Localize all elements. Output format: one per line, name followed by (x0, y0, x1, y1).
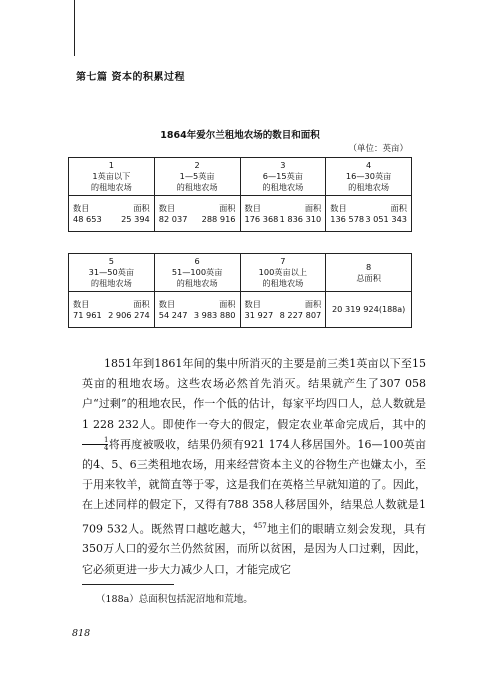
farm-table-part1 (68, 157, 412, 232)
footnote-marker: (188a) (378, 305, 406, 314)
body-paragraph: 1851年到1861年间的集中所消灭的主要是前三类1英亩以下至15英亩的租地农场。这些农场必然首先消灭。结果就产生了307 058户“过剩”的租地农民，作一个低的估计，每家平均四口人，总人数就是1 228 232人。即使作一夸大的假定，假定农业革命完成后，其中的 $\frac{1}{4}$ 将再度被吸收，结果仍须有921 174人移居国外。16—100英亩的4、5、6三类租地农场，用来经营资本主义的谷物生产也嫌太小，至于用来牧羊，就简直等于零，这是我们在英格兰早就知道的了。因此，在上述同样的假定下，又得有788 358人移居国外，结果总人数就是1 709 532人。既然胃口越吃越大，$^{457}$地主们的眼睛立刻会发现，具有350万人口的爱尔兰仍然贫困，而所以贫困，是因为人口过剩，因此，它必须更进一步大力减少人口，才能完成它 (82, 357, 426, 576)
footnote: （188a）总面积包括泥沼地和荒地。 (96, 594, 253, 605)
table-header-cell: 8 总面积 (326, 254, 412, 292)
running-header: 第七篇 资本的积累过程 (76, 72, 185, 83)
table-header-cell: 5 31—50英亩 的租地农场 (69, 254, 155, 292)
table-title: 1864年爱尔兰租地农场的数目和面积 (160, 130, 320, 141)
table-header-cell: 2 1—5英亩 的租地农场 (154, 158, 240, 196)
footnote-ref: 457 (253, 521, 267, 530)
table-data-cell: 数目 面积 48 653 25 394 (69, 196, 155, 232)
table-header-cell: 3 6—15英亩 的租地农场 (240, 158, 326, 196)
table-header-cell: 6 51—100英亩 的租地农场 (154, 254, 240, 292)
table-unit: （单位：英亩） (348, 144, 408, 154)
table-data-cell: 数目 面积 82 037 288 916 (154, 196, 240, 232)
table-total-cell: 20 319 924(188a) (326, 292, 412, 328)
table-header-cell: 4 16—30英亩 的租地农场 (326, 158, 412, 196)
farm-table-part2 (68, 253, 412, 328)
table-data-cell: 数目 面积 31 927 8 227 807 (240, 292, 326, 328)
margin-line (74, 0, 75, 56)
table-data-cell: 数目 面积 136 578 3 051 343 (326, 196, 412, 232)
fraction-one-quarter: $\frac{1}{4}$ (82, 437, 108, 452)
table-data-cell: 数目 面积 54 247 3 983 880 (154, 292, 240, 328)
page-number: 818 (72, 628, 91, 639)
footnote-rule (82, 584, 174, 585)
table-data-cell: 数目 面积 71 961 2 906 274 (69, 292, 155, 328)
table-header-cell: 1 1英亩以下 的租地农场 (69, 158, 155, 196)
table-header-cell: 7 100英亩以上 的租地农场 (240, 254, 326, 292)
table-data-cell: 数目 面积 176 368 1 836 310 (240, 196, 326, 232)
